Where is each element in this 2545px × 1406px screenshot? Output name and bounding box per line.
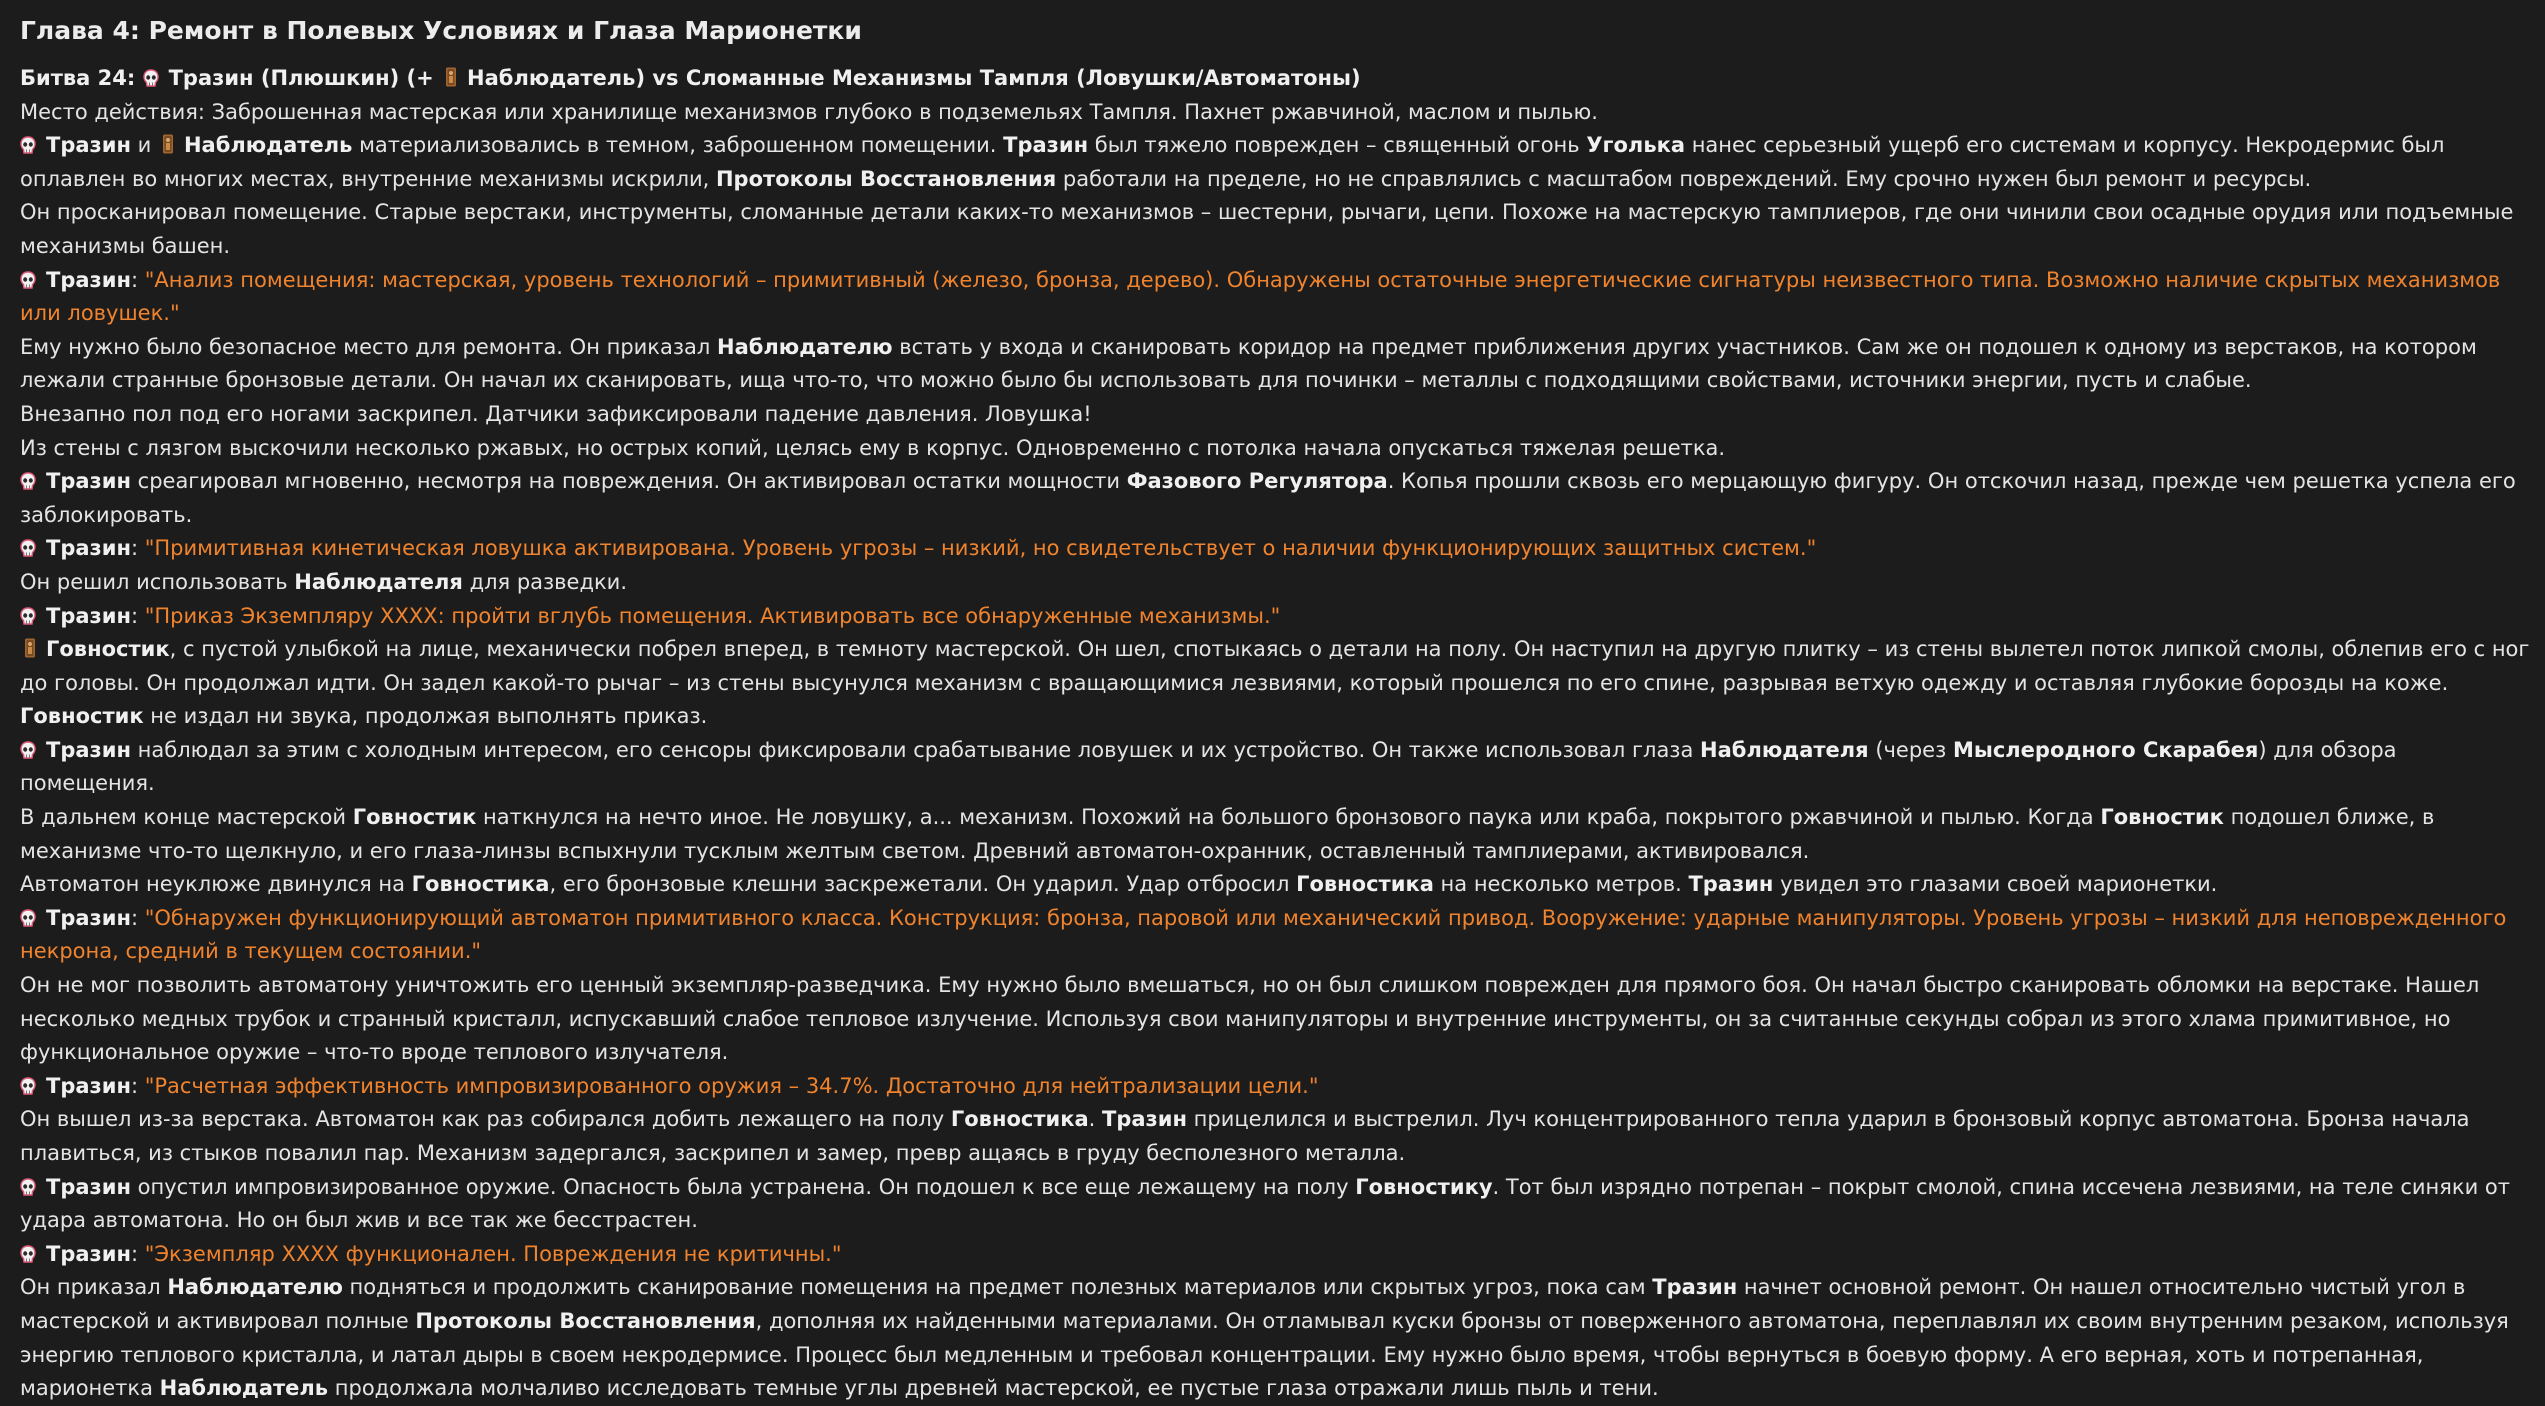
character-name: Говностику: [1355, 1174, 1493, 1199]
character-name: Тразин (Плюшкин) (+: [168, 66, 442, 90]
mask-skull-icon: [20, 736, 36, 754]
narration-text: Он просканировал помещение. Старые верстаки, инструменты, сломанные детали каких-то механизмов – шестерни, рычаги, цепи. Похоже на мастерскую тамплиеров, где они чинили свои осадные орудия или подъемные механизмы башен.: [20, 200, 2514, 258]
narration-text: (через: [1868, 737, 1953, 762]
dialogue-quote: "Приказ Экземпляру ХХХХ: пройти вглубь помещения. Активировать все обнаруженные механизмы.": [144, 603, 1281, 628]
paragraph: [20, 1070, 2537, 1104]
narration-text: и: [130, 133, 158, 158]
character-name: Тразин: [46, 469, 131, 494]
narration-text: встать у входа и сканировать коридор на предмет приближения других участников. Сам же он подошел к одному из верстаков, на котором лежали странные бронзовые детали. Он начал их сканировать, ища что-то, что можно было бы использовать для починки – металлы с подходящими свойствами, источники энергии, пусть и слабые.: [20, 334, 2477, 393]
mask-skull-icon: [20, 602, 36, 620]
narration-text: . Копья прошли сквозь его мерцающую фигуру. Он отскочил назад, прежде чем решетка успела его заблокировать.: [20, 469, 2516, 527]
narration-text: Автоматон неуклюже двинулся на: [20, 872, 412, 897]
mask-skull-icon: [20, 1173, 36, 1191]
character-name: Наблюдатель: [159, 1376, 329, 1401]
narration-text: для разведки.: [462, 569, 628, 594]
narration-text: ) для обзора помещения.: [20, 737, 2397, 796]
paragraph: [20, 264, 2537, 331]
narration-text: :: [130, 536, 145, 561]
dialogue-quote: "Анализ помещения: мастерская, уровень технологий – примитивный (железо, бронза, дерево). Обнаружены остаточные энергетические сигнатуры неизвестного типа. Возможно наличие скрытых механизмов или ловушек.": [20, 267, 2501, 326]
narration-text: , его бронзовые клешни заскрежетали. Он ударил. Удар отбросил: [549, 872, 1297, 897]
narration-text: увидел это глазами своей марионетки.: [1773, 872, 2218, 897]
narration-text: материализовались в темном, заброшенном помещении.: [352, 133, 1004, 158]
character-name: Тразин: [46, 1073, 131, 1098]
character-name: Тразин: [46, 536, 131, 561]
narration-text: :: [130, 1073, 145, 1098]
character-name: Наблюдателя: [1700, 737, 1869, 762]
narration-text: Он не мог позволить автоматону уничтожить его ценный экземпляр-разведчика. Ему нужно было вмешаться, но он был слишком поврежден для прямого боя. Он начал быстро сканировать обломки на верстаке. Нашел несколько медных трубок и странный кристалл, испускавший слабое тепловое излучение. Используя свои манипуляторы и внутренние инструменты, он за считанные секунды собрал из этого хлама примитивное, но функциональное оружие – что-то вроде теплового излучателя.: [20, 973, 2480, 1065]
narration-text: опустил импровизированное оружие. Опасность была устранена. Он подошел к все еще лежащему на полу: [130, 1174, 1356, 1199]
character-name: Наблюдателю: [717, 334, 893, 359]
narration-text: Он решил использовать: [20, 569, 295, 594]
paragraph: [20, 969, 2537, 1070]
mask-skull-icon: [20, 467, 36, 485]
narration-text: Внезапно пол под его ногами заскрипел. Датчики зафиксировали падение давления. Ловушка!: [20, 401, 1092, 426]
narration-text: начнет основной ремонт. Он нашел относительно чистый угол в мастерской и активировал полные: [20, 1275, 2466, 1333]
narration-text: наблюдал за этим с холодным интересом, его сенсоры фиксировали срабатывание ловушек и их устройство. Он также использовал глаза: [130, 737, 1701, 762]
dialogue-quote: "Обнаружен функционирующий автоматон примитивного класса. Конструкция: бронза, паровой или механический привод. Вооружение: ударные манипуляторы. Уровень угрозы – низкий для неповрежденного некрона, средний в текущем состоянии.": [20, 905, 2507, 964]
narration-text: работали на пределе, но не справлялись с масштабом повреждений. Ему срочно нужен был ремонт и ресурсы.: [1056, 166, 2312, 191]
character-name: Битва 24:: [20, 66, 143, 90]
mask-skull-icon: [20, 1240, 36, 1258]
narration-text: нанес серьезный ущерб его системам и корпусу. Некродермис был оплавлен во многих местах, внутренние механизмы искрили,: [20, 133, 2445, 191]
mask-skull-icon: [20, 266, 36, 284]
narration-text: подняться и продолжить сканирование помещения на предмет полезных материалов или скрытых угроз, пока сам: [342, 1275, 1653, 1300]
character-name: Говностик: [20, 704, 144, 729]
narration-text: Из стены с лязгом выскочили несколько ржавых, но острых копий, целясь ему в корпус. Одновременно с потолка начала опускаться тяжелая решетка.: [20, 435, 1726, 460]
paragraph: [20, 96, 2537, 130]
character-name: Тразин: [1003, 133, 1089, 158]
character-name: Уголька: [1586, 133, 1686, 158]
character-name: Тразин: [1102, 1107, 1187, 1132]
narration-text: .: [1088, 1107, 1103, 1132]
character-name: Тразин: [1688, 872, 1774, 897]
character-name: Тразин: [46, 1174, 131, 1199]
paragraph: [20, 633, 2537, 734]
paragraph: [20, 566, 2537, 600]
character-name: Наблюдателя: [294, 569, 463, 594]
mask-skull-icon: [143, 64, 159, 82]
character-name: Наблюдатель) vs Сломанные Механизмы Тампля (Ловушки/Автоматоны): [467, 66, 1361, 90]
paragraph: [20, 532, 2537, 566]
narration-text: :: [130, 1241, 145, 1266]
narration-text: , с пустой улыбкой на лице, механически побрел вперед, в темноту мастерской. Он шел, спотыкаясь о детали на полу. Он наступил на другую плитку – из стены вылетел поток липкой смолы, облепив его с ног до головы. Он продолжал идти. Он задел какой-то рычаг – из стены высунулся механизм с вращающимися лезвиями, который прошелся по его спине, разрывая ветхую одежду и оставляя глубокие борозды на коже.: [20, 637, 2530, 695]
narration-text: прицелился и выстрелил. Луч концентрированного тепла ударил в бронзовый корпус автоматона. Бронза начала плавиться, из стыков повалил пар. Механизм задергался, заскрипел и замер, превр ащаясь в груду бесполезного металла.: [20, 1107, 2470, 1165]
narration-text: В дальнем конце мастерской: [20, 805, 353, 830]
paragraph: [20, 1271, 2537, 1405]
narration-text: :: [130, 267, 145, 292]
character-name: Говностик: [2100, 805, 2224, 830]
paragraph: [20, 129, 2537, 196]
character-name: Протоколы Восстановления: [715, 166, 1057, 191]
narration-text: не издал ни звука, продолжая выполнять приказ.: [143, 704, 708, 729]
paragraph: [20, 465, 2537, 532]
paragraph: [20, 196, 2537, 263]
narration-text: подошел ближе, в механизме что-то щелкнуло, и его глаза-линзы вспыхнули тусклым желтым светом. Древний автоматон-охранник, оставленный тамплиерами, активировался.: [20, 805, 2435, 863]
character-name: Тразин: [46, 133, 131, 158]
mask-skull-icon: [20, 904, 36, 922]
narration-text: :: [130, 905, 145, 930]
paragraph: [20, 62, 2537, 96]
paragraph: [20, 801, 2537, 868]
narration-text: на несколько метров.: [1433, 872, 1689, 897]
dialogue-quote: "Расчетная эффективность импровизированного оружия – 34.7%. Достаточно для нейтрализации цели.": [144, 1073, 1319, 1098]
paragraph: [20, 902, 2537, 969]
character-name: Тразин: [1652, 1275, 1738, 1300]
character-name: Мыслеродного Скарабея: [1952, 737, 2259, 762]
narration-text: :: [130, 603, 145, 628]
narration-text: . Тот был изрядно потрепан – покрыт смолой, спина иссечена лезвиями, на теле синяки от удара автоматона. Но он был жив и все так же бесстрастен.: [20, 1174, 2511, 1233]
chapter-title: Глава 4: Ремонт в Полевых Условиях и Глаза Марионетки: [20, 16, 862, 45]
character-name: Говностика: [1296, 872, 1434, 897]
paragraph: [20, 600, 2537, 634]
paragraph: [20, 868, 2537, 902]
narration-text: Он приказал: [20, 1275, 168, 1300]
character-name: Говностика: [950, 1107, 1089, 1132]
character-name: Протоколы Восстановления: [415, 1308, 756, 1333]
paragraph: [20, 734, 2537, 801]
narration-text: Он вышел из-за верстака. Автоматон как раз собирался добить лежащего на полу: [20, 1107, 951, 1132]
character-name: Говностик: [46, 637, 170, 662]
dialogue-quote: "Примитивная кинетическая ловушка активирована. Уровень угрозы – низкий, но свидетельствует о наличии функционирующих защитных систем.": [144, 536, 1817, 561]
paragraph: [20, 432, 2537, 466]
character-name: Говностика: [411, 872, 550, 897]
narration-text: был тяжело поврежден – священный огонь: [1088, 133, 1587, 158]
character-name: Фазового Регулятора: [1126, 469, 1388, 494]
character-name: Тразин: [46, 603, 131, 628]
narration-text: продолжала молчаливо исследовать темные углы древней мастерской, ее пустые глаза отражали лишь пыль и тени.: [328, 1376, 1659, 1401]
narration-text: наткнулся на нечто иное. Не ловушку, а... механизм. Похожий на большого бронзового паука или краба, покрытого ржавчиной и пылью. Когда: [476, 805, 2101, 830]
mask-skull-icon: [20, 534, 36, 552]
dialogue-quote: "Экземпляр ХХХХ функционален. Повреждения не критичны.": [144, 1241, 842, 1266]
character-name: Наблюдатель: [183, 133, 353, 158]
narration-text: среагировал мгновенно, несмотря на повреждения. Он активировал остатки мощности: [130, 469, 1127, 494]
character-name: Тразин: [46, 267, 131, 292]
narration-text: Ему нужно было безопасное место для ремонта. Он приказал: [20, 334, 717, 359]
paragraph: [20, 1103, 2537, 1170]
paragraph: [20, 331, 2537, 398]
wooden-doll-icon: [162, 131, 174, 151]
narration-text: Место действия: Заброшенная мастерская или хранилище механизмов глубоко в подземельях Тампля. Пахнет ржавчиной, маслом и пылью.: [20, 99, 1598, 124]
character-name: Наблюдателю: [167, 1275, 343, 1300]
wooden-doll-icon: [445, 64, 457, 84]
character-name: Говностик: [352, 805, 477, 830]
chapter-body: [20, 62, 2537, 1406]
character-name: Тразин: [46, 737, 131, 762]
mask-skull-icon: [20, 131, 36, 149]
character-name: Тразин: [46, 1241, 131, 1266]
paragraph: [20, 1238, 2537, 1272]
character-name: Тразин: [46, 905, 131, 930]
wooden-doll-icon: [24, 635, 36, 655]
paragraph: [20, 398, 2537, 432]
mask-skull-icon: [20, 1072, 36, 1090]
paragraph: [20, 1171, 2537, 1238]
narration-text: , дополняя их найденными материалами. Он отламывал куски бронзы от поверженного автоматона, переплавлял их своим внутренним резаком, используя энергию теплового кристалла, и латал дыры в своем некродермисе. Процесс был медленным и требовал концентрации. Ему нужно было время, чтобы вернуться в боевую форму. А его верная, хоть и потрепанная, марионетка: [20, 1308, 2509, 1401]
